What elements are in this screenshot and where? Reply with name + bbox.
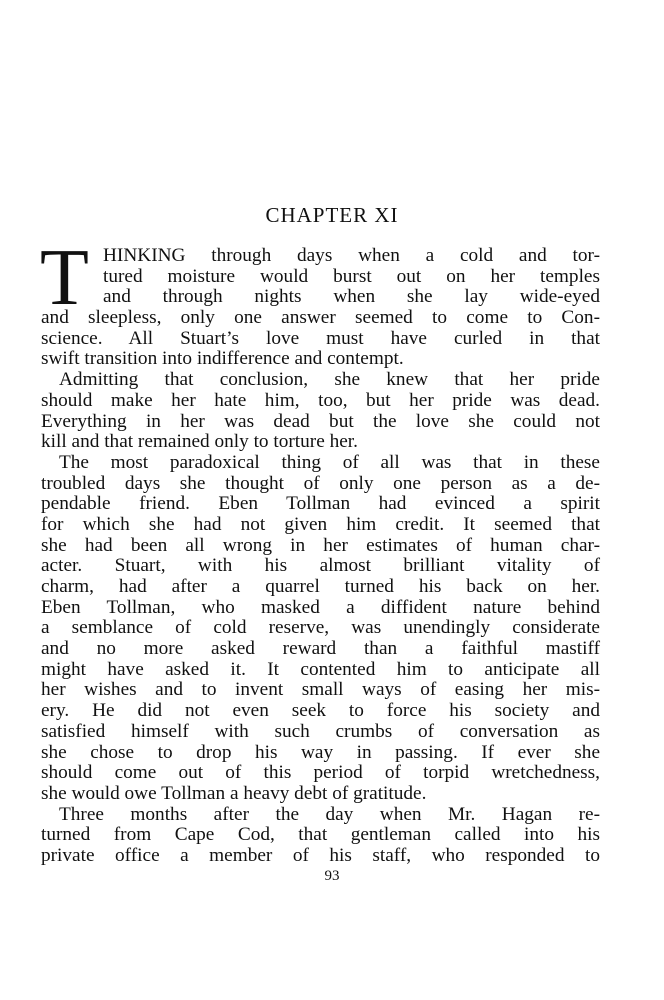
text-line: she had been all wrong in her estimates of human char-	[41, 534, 600, 556]
text-line: Everything in her was dead but the love she could not	[41, 410, 600, 432]
text-line: HINKING through days when a cold and tor-	[103, 245, 600, 266]
page-number: 93	[324, 868, 340, 884]
text-line: and sleepless, only one answer seemed to come to Con-	[41, 307, 600, 329]
text-line: she would owe Tollman a heavy debt of gratitude.	[41, 782, 427, 804]
text-line: The most paradoxical thing of all was that in these	[59, 451, 600, 473]
text-line: kill and that remained only to torture her.	[41, 431, 358, 453]
text-line: Three months after the day when Mr. Hagan re-	[59, 803, 600, 825]
text-line: might have asked it. It contented him to anticipate all	[41, 658, 600, 680]
text-line: troubled days she thought of only one person as a de-	[41, 472, 600, 494]
text-line: turned from Cape Cod, that gentleman called into his	[41, 824, 600, 846]
text-line: should make her hate him, too, but her pride was dead.	[41, 389, 600, 411]
text-line: a semblance of cold reserve, was unendingly considerate	[41, 617, 600, 639]
text-line: and no more asked reward than a faithful mastiff	[41, 638, 600, 660]
drop-cap: T	[40, 234, 89, 322]
text-line: Admitting that conclusion, she knew that her pride	[59, 369, 600, 391]
text-line: she chose to drop his way in passing. If ever she	[41, 741, 600, 763]
text-line: for which she had not given him credit. It seemed that	[41, 513, 600, 535]
text-line: should come out of this period of torpid wretchedness,	[41, 762, 600, 784]
text-line: private office a member of his staff, who responded to	[41, 844, 600, 866]
text-line: charm, had after a quarrel turned his back on her.	[41, 576, 600, 597]
text-line: and through nights when she lay wide-eyed	[103, 286, 600, 308]
text-line: satisfied himself with such crumbs of conversation as	[41, 720, 600, 742]
text-line: ery. He did not even seek to force his society and	[41, 700, 600, 722]
text-line: acter. Stuart, with his almost brilliant vitality of	[41, 555, 600, 577]
text-line: pendable friend. Eben Tollman had evinced a spirit	[41, 493, 600, 515]
text-line: her wishes and to invent small ways of easing her mis-	[41, 679, 600, 701]
chapter-heading: CHAPTER XI	[265, 203, 399, 227]
text-line: science. All Stuart’s love must have curled in that	[41, 327, 600, 349]
chapter-body	[40, 234, 600, 867]
text-line: tured moisture would burst out on her temples	[103, 265, 600, 287]
text-line: Eben Tollman, who masked a diffident nature behind	[41, 596, 600, 618]
text-line: swift transition into indifference and contempt.	[41, 348, 404, 370]
